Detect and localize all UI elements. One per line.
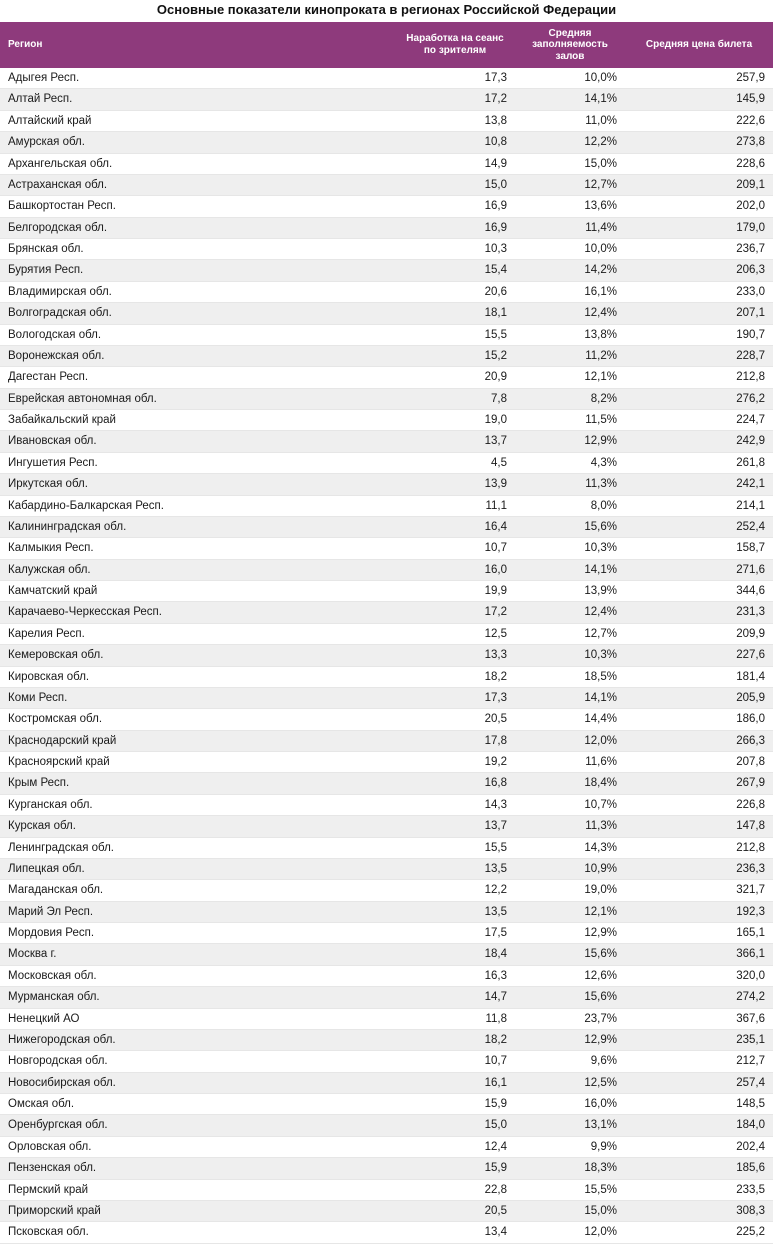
cell-occupancy: 11,5%: [515, 410, 625, 431]
table-row: [0, 1115, 773, 1136]
cell-price: 228,6: [625, 153, 773, 174]
cell-price: 344,6: [625, 581, 773, 602]
cell-price: 190,7: [625, 324, 773, 345]
cell-sessions: 13,5: [395, 858, 515, 879]
table-row: [0, 773, 773, 794]
table-row: [0, 281, 773, 302]
table-row: [0, 987, 773, 1008]
cell-sessions: 15,5: [395, 837, 515, 858]
cell-sessions: 11,8: [395, 1008, 515, 1029]
cell-occupancy: 15,6%: [515, 944, 625, 965]
cell-region: Карачаево-Черкесская Респ.: [0, 602, 395, 623]
cell-region: Вологодская обл.: [0, 324, 395, 345]
cell-region: Иркутская обл.: [0, 474, 395, 495]
cell-occupancy: 12,0%: [515, 730, 625, 751]
cell-sessions: 19,9: [395, 581, 515, 602]
cell-price: 236,3: [625, 858, 773, 879]
cell-occupancy: 12,7%: [515, 623, 625, 644]
cell-occupancy: 12,5%: [515, 1072, 625, 1093]
table-row: [0, 752, 773, 773]
cell-region: Костромская обл.: [0, 709, 395, 730]
cell-sessions: 13,5: [395, 901, 515, 922]
cell-price: 212,7: [625, 1051, 773, 1072]
table-row: [0, 1072, 773, 1093]
cell-occupancy: 12,4%: [515, 602, 625, 623]
cell-price: 214,1: [625, 495, 773, 516]
cell-region: Брянская обл.: [0, 239, 395, 260]
table-row: [0, 730, 773, 751]
cell-occupancy: 11,0%: [515, 110, 625, 131]
cell-sessions: 17,2: [395, 602, 515, 623]
cell-region: Ненецкий АО: [0, 1008, 395, 1029]
cell-price: 209,1: [625, 174, 773, 195]
cell-price: 165,1: [625, 923, 773, 944]
cell-occupancy: 14,2%: [515, 260, 625, 281]
page-title: Основные показатели кинопроката в регионах Российской Федерации: [156, 2, 617, 17]
cell-region: Алтай Респ.: [0, 89, 395, 110]
cell-region: Марий Эл Респ.: [0, 901, 395, 922]
cell-region: Еврейская автономная обл.: [0, 388, 395, 409]
cell-occupancy: 12,1%: [515, 367, 625, 388]
cell-occupancy: 15,6%: [515, 987, 625, 1008]
cell-sessions: 16,3: [395, 965, 515, 986]
table-row: [0, 217, 773, 238]
cell-region: Московская обл.: [0, 965, 395, 986]
cell-sessions: 18,4: [395, 944, 515, 965]
cell-sessions: 10,7: [395, 1051, 515, 1072]
table-row: [0, 538, 773, 559]
table-header-row: [0, 22, 773, 69]
cell-region: Дагестан Респ.: [0, 367, 395, 388]
cell-price: 181,4: [625, 666, 773, 687]
cell-price: 222,6: [625, 110, 773, 131]
table-row: [0, 1222, 773, 1243]
table-row: [0, 559, 773, 580]
cell-occupancy: 14,3%: [515, 837, 625, 858]
cell-price: 235,1: [625, 1029, 773, 1050]
cell-occupancy: 10,3%: [515, 538, 625, 559]
cell-price: 233,0: [625, 281, 773, 302]
cell-region: Коми Респ.: [0, 687, 395, 708]
table-row: [0, 837, 773, 858]
cell-price: 207,8: [625, 752, 773, 773]
cell-region: Ингушетия Респ.: [0, 452, 395, 473]
cell-region: Карелия Респ.: [0, 623, 395, 644]
cell-sessions: 16,9: [395, 196, 515, 217]
cell-sessions: 15,5: [395, 324, 515, 345]
cell-price: 227,6: [625, 645, 773, 666]
cell-occupancy: 15,5%: [515, 1179, 625, 1200]
cell-occupancy: 12,9%: [515, 431, 625, 452]
cell-sessions: 17,2: [395, 89, 515, 110]
cell-region: Оренбургская обл.: [0, 1115, 395, 1136]
cell-price: 147,8: [625, 816, 773, 837]
table-row: [0, 132, 773, 153]
cell-occupancy: 18,4%: [515, 773, 625, 794]
cell-occupancy: 4,3%: [515, 452, 625, 473]
cell-sessions: 15,0: [395, 1115, 515, 1136]
cell-region: Забайкальский край: [0, 410, 395, 431]
cell-sessions: 15,9: [395, 1094, 515, 1115]
cell-price: 202,0: [625, 196, 773, 217]
cell-sessions: 13,3: [395, 645, 515, 666]
cell-region: Курская обл.: [0, 816, 395, 837]
cell-region: Кабардино-Балкарская Респ.: [0, 495, 395, 516]
cell-occupancy: 9,6%: [515, 1051, 625, 1072]
cell-sessions: 15,2: [395, 345, 515, 366]
table-row: [0, 345, 773, 366]
table-row: [0, 1179, 773, 1200]
cell-sessions: 11,1: [395, 495, 515, 516]
cell-price: 271,6: [625, 559, 773, 580]
cell-sessions: 18,1: [395, 303, 515, 324]
cell-sessions: 20,9: [395, 367, 515, 388]
table-row: [0, 153, 773, 174]
cell-sessions: 16,0: [395, 559, 515, 580]
cell-price: 185,6: [625, 1158, 773, 1179]
cell-price: 148,5: [625, 1094, 773, 1115]
cell-price: 233,5: [625, 1179, 773, 1200]
cell-sessions: 20,5: [395, 1200, 515, 1221]
table-row: [0, 174, 773, 195]
cell-occupancy: 10,0%: [515, 239, 625, 260]
table-body: [0, 68, 773, 1243]
cell-region: Крым Респ.: [0, 773, 395, 794]
cell-occupancy: 9,9%: [515, 1136, 625, 1157]
table-row: [0, 687, 773, 708]
cell-price: 186,0: [625, 709, 773, 730]
column-header-sessions: Наработка на сеанс по зрителям: [395, 22, 515, 69]
cell-occupancy: 11,4%: [515, 217, 625, 238]
cell-sessions: 17,5: [395, 923, 515, 944]
cell-region: Орловская обл.: [0, 1136, 395, 1157]
cell-sessions: 17,3: [395, 68, 515, 89]
regions-table: [0, 22, 773, 1244]
table-row: [0, 794, 773, 815]
table-row: [0, 239, 773, 260]
cell-sessions: 14,3: [395, 794, 515, 815]
table-row: [0, 303, 773, 324]
table-row: [0, 880, 773, 901]
cell-price: 242,9: [625, 431, 773, 452]
cell-region: Воронежская обл.: [0, 345, 395, 366]
table-row: [0, 68, 773, 89]
cell-sessions: 13,4: [395, 1222, 515, 1243]
table-row: [0, 431, 773, 452]
table-row: [0, 666, 773, 687]
cell-price: 321,7: [625, 880, 773, 901]
cell-price: 308,3: [625, 1200, 773, 1221]
table-row: [0, 367, 773, 388]
cell-sessions: 16,4: [395, 516, 515, 537]
table-row: [0, 602, 773, 623]
table-header: [0, 22, 773, 69]
cell-occupancy: 23,7%: [515, 1008, 625, 1029]
table-row: [0, 388, 773, 409]
column-header-region: Регион: [0, 22, 395, 69]
cell-sessions: 18,2: [395, 1029, 515, 1050]
cell-price: 212,8: [625, 367, 773, 388]
cell-occupancy: 18,3%: [515, 1158, 625, 1179]
table-row: [0, 901, 773, 922]
cell-sessions: 10,8: [395, 132, 515, 153]
cell-sessions: 20,6: [395, 281, 515, 302]
table-row: [0, 923, 773, 944]
cell-region: Нижегородская обл.: [0, 1029, 395, 1050]
cell-occupancy: 12,9%: [515, 1029, 625, 1050]
cell-region: Владимирская обл.: [0, 281, 395, 302]
cell-occupancy: 10,7%: [515, 794, 625, 815]
table-row: [0, 110, 773, 131]
cell-occupancy: 16,1%: [515, 281, 625, 302]
cell-price: 225,2: [625, 1222, 773, 1243]
cell-sessions: 17,8: [395, 730, 515, 751]
cell-occupancy: 12,2%: [515, 132, 625, 153]
table-row: [0, 1158, 773, 1179]
cell-sessions: 18,2: [395, 666, 515, 687]
cell-occupancy: 12,7%: [515, 174, 625, 195]
column-header-price: Средняя цена билета: [625, 22, 773, 69]
table-row: [0, 260, 773, 281]
cell-region: Приморский край: [0, 1200, 395, 1221]
table-row: [0, 581, 773, 602]
cell-price: 226,8: [625, 794, 773, 815]
cell-occupancy: 16,0%: [515, 1094, 625, 1115]
cell-region: Краснодарский край: [0, 730, 395, 751]
cell-region: Белгородская обл.: [0, 217, 395, 238]
cell-price: 145,9: [625, 89, 773, 110]
table-row: [0, 965, 773, 986]
cell-region: Башкортостан Респ.: [0, 196, 395, 217]
table-row: [0, 474, 773, 495]
cell-occupancy: 10,9%: [515, 858, 625, 879]
cell-sessions: 13,7: [395, 816, 515, 837]
cell-price: 252,4: [625, 516, 773, 537]
cell-price: 158,7: [625, 538, 773, 559]
cell-occupancy: 11,3%: [515, 816, 625, 837]
cell-price: 267,9: [625, 773, 773, 794]
table-row: [0, 410, 773, 431]
cell-price: 179,0: [625, 217, 773, 238]
cell-sessions: 10,3: [395, 239, 515, 260]
cell-occupancy: 8,2%: [515, 388, 625, 409]
cell-occupancy: 11,2%: [515, 345, 625, 366]
cell-sessions: 19,2: [395, 752, 515, 773]
cell-region: Мурманская обл.: [0, 987, 395, 1008]
cell-region: Москва г.: [0, 944, 395, 965]
cell-region: Калмыкия Респ.: [0, 538, 395, 559]
cell-price: 228,7: [625, 345, 773, 366]
cell-price: 202,4: [625, 1136, 773, 1157]
cell-price: 209,9: [625, 623, 773, 644]
table-row: [0, 816, 773, 837]
cell-region: Омская обл.: [0, 1094, 395, 1115]
cell-occupancy: 14,1%: [515, 687, 625, 708]
cell-occupancy: 13,6%: [515, 196, 625, 217]
table-row: [0, 623, 773, 644]
cell-region: Пензенская обл.: [0, 1158, 395, 1179]
cell-price: 242,1: [625, 474, 773, 495]
cell-sessions: 19,0: [395, 410, 515, 431]
cell-price: 231,3: [625, 602, 773, 623]
cell-occupancy: 15,0%: [515, 1200, 625, 1221]
cell-price: 261,8: [625, 452, 773, 473]
table-row: [0, 324, 773, 345]
cell-region: Магаданская обл.: [0, 880, 395, 901]
cell-region: Астраханская обл.: [0, 174, 395, 195]
table-row: [0, 858, 773, 879]
table-row: [0, 1094, 773, 1115]
cell-occupancy: 11,3%: [515, 474, 625, 495]
cell-price: 257,4: [625, 1072, 773, 1093]
cell-sessions: 4,5: [395, 452, 515, 473]
table-row: [0, 1200, 773, 1221]
cell-region: Волгоградская обл.: [0, 303, 395, 324]
cell-price: 224,7: [625, 410, 773, 431]
cell-occupancy: 13,8%: [515, 324, 625, 345]
cell-sessions: 22,8: [395, 1179, 515, 1200]
table-row: [0, 495, 773, 516]
cell-price: 236,7: [625, 239, 773, 260]
cell-region: Мордовия Респ.: [0, 923, 395, 944]
cell-sessions: 13,7: [395, 431, 515, 452]
cell-sessions: 15,4: [395, 260, 515, 281]
cell-region: Новосибирская обл.: [0, 1072, 395, 1093]
table-row: [0, 452, 773, 473]
cell-occupancy: 14,1%: [515, 89, 625, 110]
cell-price: 276,2: [625, 388, 773, 409]
cell-region: Псковская обл.: [0, 1222, 395, 1243]
cell-occupancy: 12,0%: [515, 1222, 625, 1243]
cell-sessions: 12,2: [395, 880, 515, 901]
table-row: [0, 516, 773, 537]
cell-sessions: 16,9: [395, 217, 515, 238]
cell-sessions: 13,9: [395, 474, 515, 495]
cell-occupancy: 10,0%: [515, 68, 625, 89]
cell-region: Ивановская обл.: [0, 431, 395, 452]
cell-price: 257,9: [625, 68, 773, 89]
cell-occupancy: 8,0%: [515, 495, 625, 516]
cell-occupancy: 10,3%: [515, 645, 625, 666]
table-row: [0, 645, 773, 666]
cell-sessions: 12,4: [395, 1136, 515, 1157]
cell-region: Курганская обл.: [0, 794, 395, 815]
cell-occupancy: 12,1%: [515, 901, 625, 922]
cell-price: 266,3: [625, 730, 773, 751]
table-row: [0, 196, 773, 217]
cell-price: 274,2: [625, 987, 773, 1008]
cell-occupancy: 15,6%: [515, 516, 625, 537]
cell-region: Адыгея Респ.: [0, 68, 395, 89]
cell-sessions: 10,7: [395, 538, 515, 559]
cell-price: 205,9: [625, 687, 773, 708]
cell-region: Липецкая обл.: [0, 858, 395, 879]
cell-sessions: 15,0: [395, 174, 515, 195]
cell-price: 366,1: [625, 944, 773, 965]
cell-region: Калужская обл.: [0, 559, 395, 580]
cell-region: Архангельская обл.: [0, 153, 395, 174]
cell-price: 273,8: [625, 132, 773, 153]
cell-occupancy: 13,9%: [515, 581, 625, 602]
table-row: [0, 1008, 773, 1029]
cell-price: 192,3: [625, 901, 773, 922]
cell-occupancy: 11,6%: [515, 752, 625, 773]
cell-occupancy: 13,1%: [515, 1115, 625, 1136]
cell-region: Амурская обл.: [0, 132, 395, 153]
cell-occupancy: 12,4%: [515, 303, 625, 324]
cell-sessions: 16,8: [395, 773, 515, 794]
cell-occupancy: 12,9%: [515, 923, 625, 944]
cell-region: Бурятия Респ.: [0, 260, 395, 281]
cell-region: Ленинградская обл.: [0, 837, 395, 858]
column-header-occupancy: Средняя заполняемость залов: [515, 22, 625, 69]
cell-price: 367,6: [625, 1008, 773, 1029]
cell-occupancy: 14,4%: [515, 709, 625, 730]
cell-occupancy: 19,0%: [515, 880, 625, 901]
cell-region: Кировская обл.: [0, 666, 395, 687]
cell-price: 206,3: [625, 260, 773, 281]
table-row: [0, 89, 773, 110]
cell-sessions: 14,7: [395, 987, 515, 1008]
table-row: [0, 1136, 773, 1157]
cell-sessions: 14,9: [395, 153, 515, 174]
cell-region: Кемеровская обл.: [0, 645, 395, 666]
table-row: [0, 1029, 773, 1050]
cell-sessions: 12,5: [395, 623, 515, 644]
cell-occupancy: 18,5%: [515, 666, 625, 687]
cell-price: 212,8: [625, 837, 773, 858]
cell-price: 320,0: [625, 965, 773, 986]
cell-occupancy: 14,1%: [515, 559, 625, 580]
cell-region: Пермский край: [0, 1179, 395, 1200]
cell-sessions: 20,5: [395, 709, 515, 730]
cell-region: Красноярский край: [0, 752, 395, 773]
cell-occupancy: 15,0%: [515, 153, 625, 174]
table-row: [0, 944, 773, 965]
cell-region: Алтайский край: [0, 110, 395, 131]
table-row: [0, 1051, 773, 1072]
cell-occupancy: 12,6%: [515, 965, 625, 986]
cell-price: 184,0: [625, 1115, 773, 1136]
cell-sessions: 15,9: [395, 1158, 515, 1179]
cell-region: Камчатский край: [0, 581, 395, 602]
cell-region: Калининградская обл.: [0, 516, 395, 537]
cell-sessions: 13,8: [395, 110, 515, 131]
cell-price: 207,1: [625, 303, 773, 324]
cell-sessions: 16,1: [395, 1072, 515, 1093]
cell-sessions: 7,8: [395, 388, 515, 409]
table-row: [0, 709, 773, 730]
cell-sessions: 17,3: [395, 687, 515, 708]
cell-region: Новгородская обл.: [0, 1051, 395, 1072]
